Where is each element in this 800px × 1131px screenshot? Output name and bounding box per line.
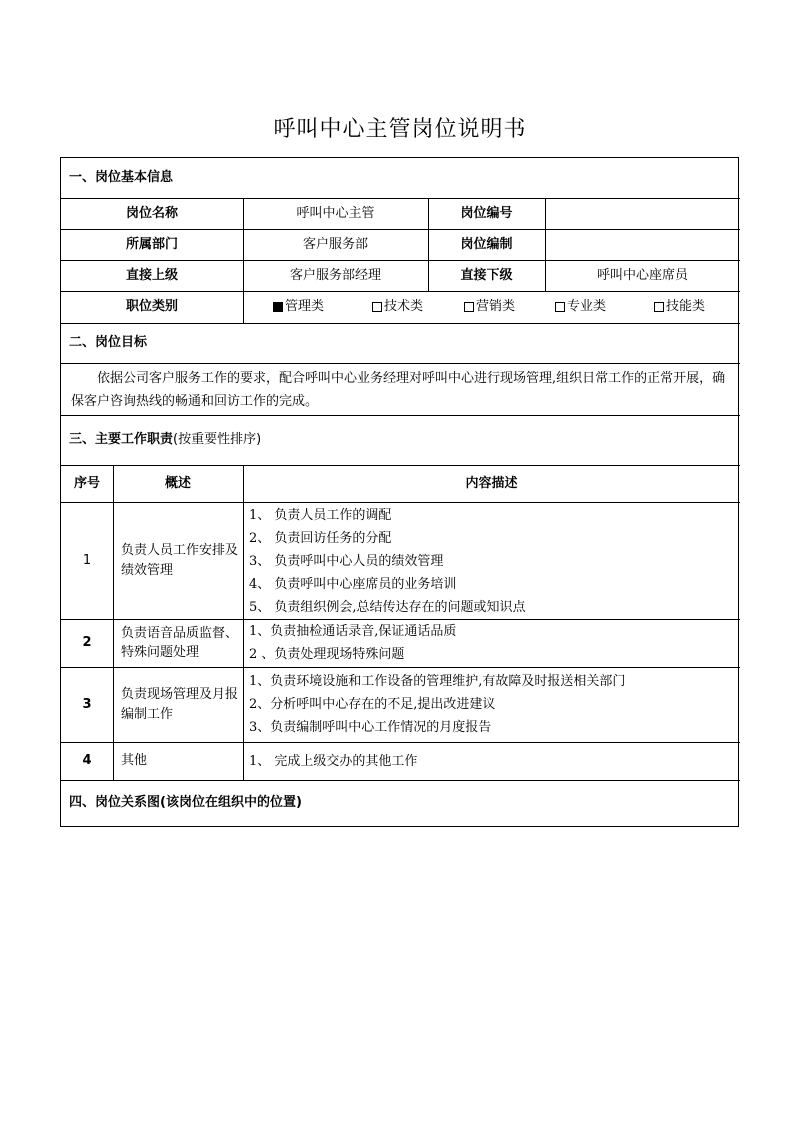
divider <box>61 363 740 364</box>
checkbox-empty-icon[interactable] <box>464 302 474 312</box>
label-position-name: 岗位名称 <box>125 205 178 221</box>
column-header-description: 内容描述 <box>465 475 518 491</box>
label-department: 所属部门 <box>125 236 178 252</box>
table-row-summary: 负责语音品质监督、特殊问题处理 <box>121 625 239 660</box>
list-item: 1、负责抽检通话录音,保证通话品质 <box>249 624 457 639</box>
table-row-items <box>243 670 740 742</box>
category-label: 管理类 <box>285 299 325 315</box>
table-row-items <box>243 750 740 780</box>
column-header-summary: 概述 <box>164 475 191 491</box>
list-item: 4、 负责呼叫中心座席员的业务培训 <box>249 577 457 592</box>
section-heading-basic-info: 一、岗位基本信息 <box>69 170 174 186</box>
section-heading-relationship: 四、岗位关系图(该岗位在组织中的位置) <box>69 795 302 811</box>
list-item: 3、 负责呼叫中心人员的绩效管理 <box>249 554 444 569</box>
value-supervisor: 客户服务部经理 <box>289 267 381 283</box>
table-row-summary: 负责现场管理及月报编制工作 <box>121 687 239 722</box>
value-department: 客户服务部 <box>302 236 368 252</box>
checkbox-checked-icon[interactable] <box>273 302 283 312</box>
table-row-no: 1 <box>82 552 92 568</box>
category-label: 技能类 <box>666 299 706 315</box>
column-header-no: 序号 <box>73 475 100 491</box>
label-subordinate: 直接下级 <box>460 267 513 283</box>
table-row-summary: 其他 <box>121 753 148 769</box>
label-position-code: 岗位编号 <box>460 205 513 221</box>
value-headcount <box>545 229 740 260</box>
section-heading-note: (按重要性排序) <box>173 432 262 448</box>
category-label: 专业类 <box>567 299 607 315</box>
list-item: 2、 负责回访任务的分配 <box>249 531 392 546</box>
category-option-professional[interactable] <box>555 291 645 323</box>
category-option-marketing[interactable] <box>464 291 554 323</box>
list-item: 1、负责环境设施和工作设备的管理维护,有故障及时报送相关部门 <box>249 674 626 689</box>
section-heading-text: 三、主要工作职责 <box>69 432 174 448</box>
table-row-summary: 负责人员工作安排及绩效管理 <box>121 543 239 578</box>
table-row-no: 2 <box>82 635 92 651</box>
section-heading-objective: 二、岗位目标 <box>69 335 148 351</box>
job-description-table <box>60 157 739 827</box>
document-title: 呼叫中心主管岗位说明书 <box>273 117 527 142</box>
list-item: 2 、负责处理现场特殊问题 <box>249 647 405 662</box>
value-subordinate: 呼叫中心座席员 <box>596 267 688 283</box>
category-option-management[interactable] <box>273 291 363 323</box>
list-item: 1、 负责人员工作的调配 <box>249 508 392 523</box>
label-headcount: 岗位编制 <box>460 236 513 252</box>
list-item: 2、分析呼叫中心存在的不足,提出改进建议 <box>249 697 496 712</box>
objective-text: 依据公司客户服务工作的要求，配合呼叫中心业务经理对呼叫中心进行现场管理,组织日常工作的正常开展，确保客户咨询热线的畅通和回访工作的完成。 <box>71 371 726 409</box>
list-item: 1、 完成上级交办的其他工作 <box>249 754 418 769</box>
category-option-skill[interactable] <box>654 291 740 323</box>
value-position-name: 呼叫中心主管 <box>296 205 375 221</box>
list-item: 3、负责编制呼叫中心工作情况的月度报告 <box>249 720 492 735</box>
table-row-no: 4 <box>82 753 92 769</box>
table-row-items <box>243 504 740 619</box>
category-label: 技术类 <box>384 299 424 315</box>
checkbox-empty-icon[interactable] <box>555 302 565 312</box>
checkbox-empty-icon[interactable] <box>372 302 382 312</box>
label-supervisor: 直接上级 <box>125 267 178 283</box>
table-row-no: 3 <box>82 696 92 712</box>
table-row-items <box>243 620 740 667</box>
list-item: 5、 负责组织例会,总结传达存在的问题或知识点 <box>249 600 526 615</box>
category-option-technical[interactable] <box>372 291 462 323</box>
checkbox-empty-icon[interactable] <box>654 302 664 312</box>
value-position-code <box>545 198 740 229</box>
label-job-category: 职位类别 <box>125 299 178 315</box>
category-label: 营销类 <box>476 299 516 315</box>
section-heading-responsibilities <box>61 415 740 465</box>
